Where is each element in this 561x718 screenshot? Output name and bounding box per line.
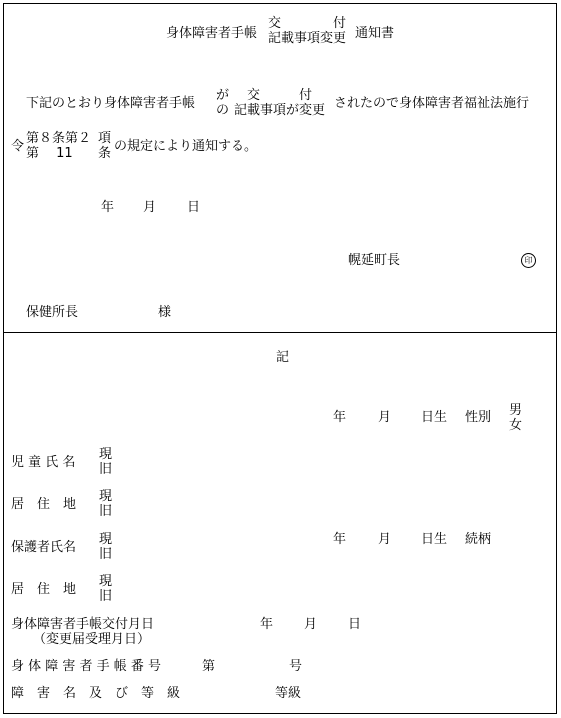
current-mark: 現 [99, 532, 113, 547]
child-birth-day: 日生 [421, 410, 448, 425]
current-mark: 現 [99, 574, 113, 589]
particle-no: の [216, 103, 230, 118]
body-line1-particles [216, 88, 229, 118]
issue-month: 月 [304, 617, 318, 632]
sex-label: 性別 [465, 410, 492, 425]
child-birth-year: 年 [333, 410, 347, 425]
date-month: 月 [143, 200, 157, 215]
title-alt-issue: 交 付 [268, 16, 347, 31]
body-line2-kou-jou [98, 131, 111, 161]
particle-ga: が [216, 88, 230, 103]
body-line2-rei: 令 [11, 139, 25, 154]
guardian-name-current-former [99, 532, 112, 562]
title-alternatives [268, 16, 346, 46]
article-11: 第 11 [26, 146, 73, 161]
alt-change: 記載事項が変更 [234, 103, 326, 118]
handbook-number-label: 身 体 障 害 者 手 帳 番 号 [11, 659, 162, 674]
child-address-label: 居 住 地 [11, 497, 77, 512]
relation-label: 続柄 [465, 532, 492, 547]
child-name-label: 児 童 氏 名 [11, 455, 76, 470]
issue-day: 日 [348, 617, 362, 632]
child-address-current-former [99, 489, 112, 519]
current-mark: 現 [99, 447, 113, 462]
date-day: 日 [187, 200, 201, 215]
kou: 項 [98, 131, 112, 146]
current-mark: 現 [99, 489, 113, 504]
issue-date-sub-label: （変更届受理月日） [33, 632, 151, 647]
body-line1-a: 下記のとおり身体障害者手帳 [26, 96, 196, 111]
article-8: 第８条第２ [26, 131, 92, 146]
date-year: 年 [101, 200, 115, 215]
former-mark: 旧 [99, 504, 113, 519]
record-heading: 記 [276, 350, 290, 365]
issue-date-label: 身体障害者手帳交付月日 [11, 617, 155, 632]
issue-year: 年 [260, 617, 274, 632]
guardian-address-label: 居 住 地 [11, 582, 77, 597]
alt-issue: 交 付 [247, 88, 313, 103]
sex-female: 女 [509, 418, 523, 433]
former-mark: 旧 [99, 589, 113, 604]
body-line1-b: されたので身体障害者福祉法施行 [334, 96, 530, 111]
title-suffix: 通知書 [355, 26, 395, 41]
guardian-birth-month: 月 [378, 532, 392, 547]
body-line2-rest: の規定により通知する。 [114, 139, 258, 154]
sex-options [509, 403, 522, 433]
guardian-address-current-former [99, 574, 112, 604]
handbook-number-go: 号 [289, 659, 303, 674]
title-prefix: 身体障害者手帳 [166, 26, 258, 41]
body-line2-articles [26, 131, 91, 161]
guardian-birth-year: 年 [333, 532, 347, 547]
mayor-label: 幌延町長 [348, 253, 401, 268]
section-divider [3, 332, 557, 333]
body-line1-alternatives [234, 88, 325, 118]
child-name-current-former [99, 447, 112, 477]
guardian-birth-day: 日生 [421, 532, 448, 547]
jou: 条 [98, 146, 112, 161]
child-birth-month: 月 [378, 410, 392, 425]
former-mark: 旧 [99, 462, 113, 477]
handbook-number-dai: 第 [202, 659, 216, 674]
disability-grade-unit: 等級 [275, 686, 302, 701]
addressee-sama: 様 [158, 305, 172, 320]
title-alt-change: 記載事項変更 [268, 31, 347, 46]
seal-mark: 印 [521, 253, 536, 268]
guardian-name-label: 保護者氏名 [11, 540, 77, 555]
disability-grade-label: 障 害 名 及 び 等 級 [11, 686, 181, 701]
addressee-label: 保健所長 [26, 305, 79, 320]
former-mark: 旧 [99, 547, 113, 562]
sex-male: 男 [509, 403, 523, 418]
